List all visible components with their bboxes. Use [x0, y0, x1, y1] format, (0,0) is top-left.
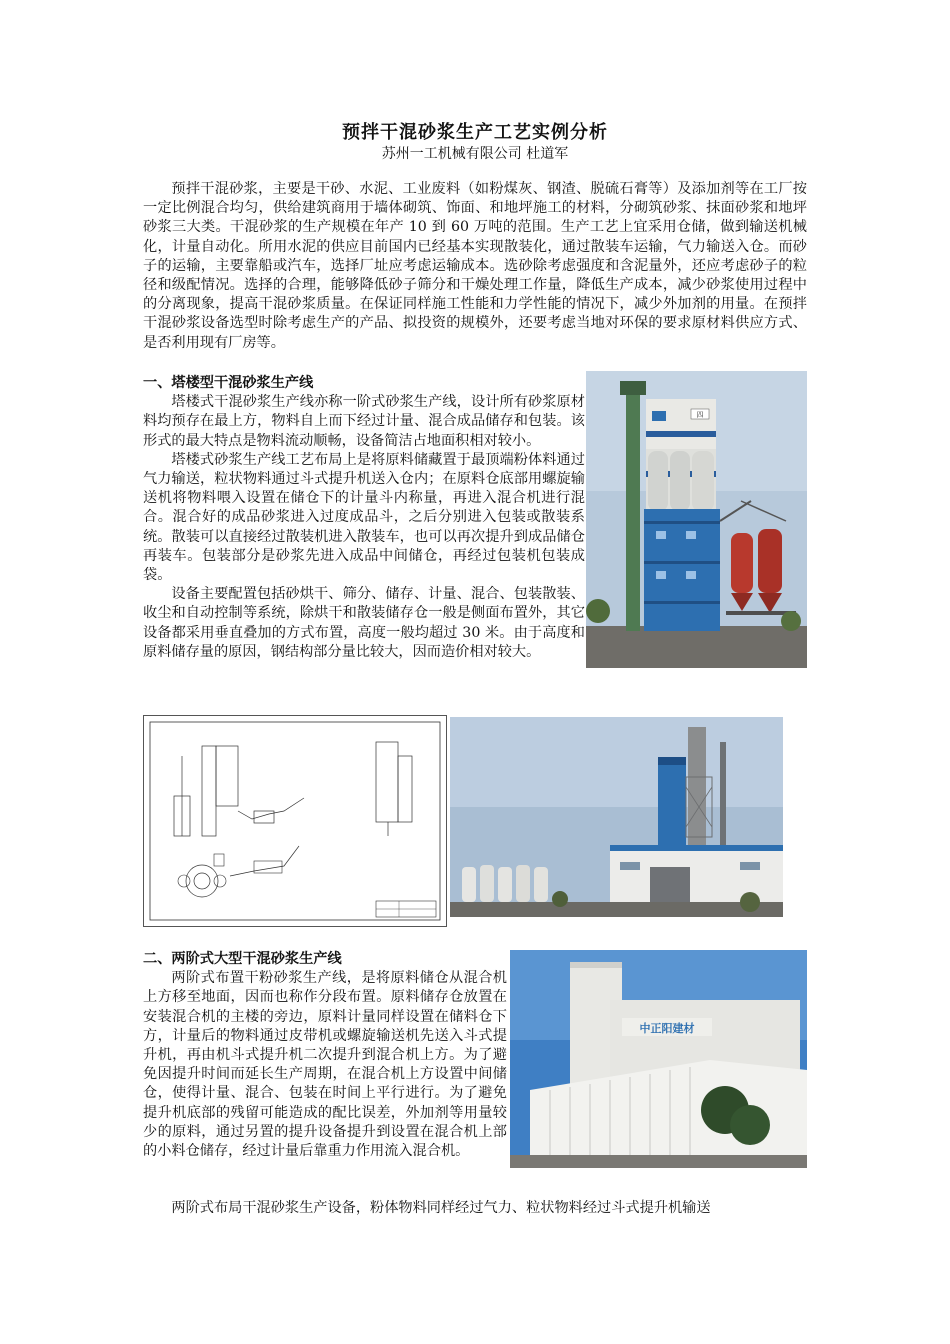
tower-sign-text: 四	[696, 411, 704, 419]
two-stage-plant-photo	[510, 950, 807, 1168]
section-2	[143, 950, 507, 1161]
section-2-paragraph-1: 两阶式布置干粉砂浆生产线，是将原料储仓从混合机上方移至地面，因而也称作分段布置。原料储存仓放置在安装混合机的主楼的旁边，原料计量同样设置在储料仓下方，计量后的物料通过皮带机或螺旋输送机先送入斗式提升机，再由机斗式提升机二次提升到混合机上方。为了避免因提升时间而延长生产周期，在混合机上方设置中间储仓，使得计量、混合、包装在时间上平行进行。为了避免提升机底部的残留可能造成的配比误差，外加剂等用量较少的原料，通过另置的提升设备提升到设置在混合机上部的小料仓储存，经过计量后靠重力作用流入混合机。	[143, 970, 507, 1160]
document-title: 预拌干混砂浆生产工艺实例分析	[342, 122, 608, 143]
section-2-heading: 二、两阶式大型干混砂浆生产线	[143, 951, 342, 967]
plant-layout-drawing	[143, 715, 447, 927]
section-1-paragraph-3: 设备主要配置包括砂烘干、筛分、储存、计量、混合、包装散装、收尘和自动控制等系统，除烘干和散装储存仓一般是侧面布置外，其它设备都采用垂直叠加的方式布置，高度一般均超过 30 米。由于高度和原料储存量的原因，钢结构部分量比较大，因而造价相对较大。	[143, 586, 585, 660]
section-1	[143, 374, 585, 662]
section-1-paragraph-2: 塔楼式砂浆生产线工艺布局上是将原料储藏置于最顶端粉体料通过气力输送，粒状物料通过斗式提升机送入仓内；在原料仓底部用螺旋输送机将物料喂入设置在储仓下的计量斗内称量，再进入混合机进行混合。混合好的成品砂浆进入过度成品斗，之后分别进入包装或散装系统。散装可以直接经过散装机进入散装车，也可以再次提升到成品储仓再装车。包装部分是砂浆先进入成品中间储仓，再经过包装机包装成袋。	[143, 451, 585, 584]
plant-exterior-photo	[450, 717, 783, 917]
section-1-heading: 一、塔楼型干混砂浆生产线	[143, 375, 314, 391]
building-sign-text: 中正阳建材	[639, 1022, 695, 1035]
intro-paragraph: 预拌干混砂浆，主要是干砂、水泥、工业废料（如粉煤灰、钢渣、脱硫石膏等）及添加剂等在工厂按一定比例混合均匀，供给建筑商用于墙体砌筑、饰面、和地坪施工的材料，分砌筑砂浆、抹面砂浆和地坪砂浆三大类。干混砂浆的生产规模在年产 10 到 60 万吨的范围。生产工艺上宜采用仓储，做到输送机械化，计量自动化。所用水泥的供应目前国内已经基本实现散装化，通过散装车运输，气力输送入仓。而砂子的运输，主要靠船或汽车，选择厂址应考虑运输成本。选砂除考虑强度和含泥量外，还应考虑砂子的粒径和级配情况。选择的合理，能够降低砂子筛分和干燥处理工作量，降低生产成本，减少砂浆使用过程中的分离现象，提高干混砂浆质量。在保证同样施工性能和力学性能的情况下，减少外加剂的用量。在预拌干混砂浆设备选型时除考虑生产的产品、拟投资的规模外，还要考虑当地对环保的要求原材料供应方式、是否利用现有厂房等。	[143, 181, 807, 351]
section-2-paragraph-2: 两阶式布局干混砂浆生产设备，粉体物料同样经过气力、粒状物料经过斗式提升机输送	[171, 1200, 711, 1216]
tower-plant-photo	[586, 371, 807, 668]
section-1-paragraph-1: 塔楼式干混砂浆生产线亦称一阶式砂浆生产线，设计所有砂浆原材料均预存在最上方，物料自上而下经过计量、混合成品储存和包装。该形式的最大特点是物料流动顺畅，设备简洁占地面积相对较小。	[143, 394, 585, 449]
intro-block	[143, 180, 807, 353]
section-2-continued	[143, 1199, 807, 1218]
document-subtitle: 苏州一工机械有限公司 杜道军	[381, 146, 569, 162]
